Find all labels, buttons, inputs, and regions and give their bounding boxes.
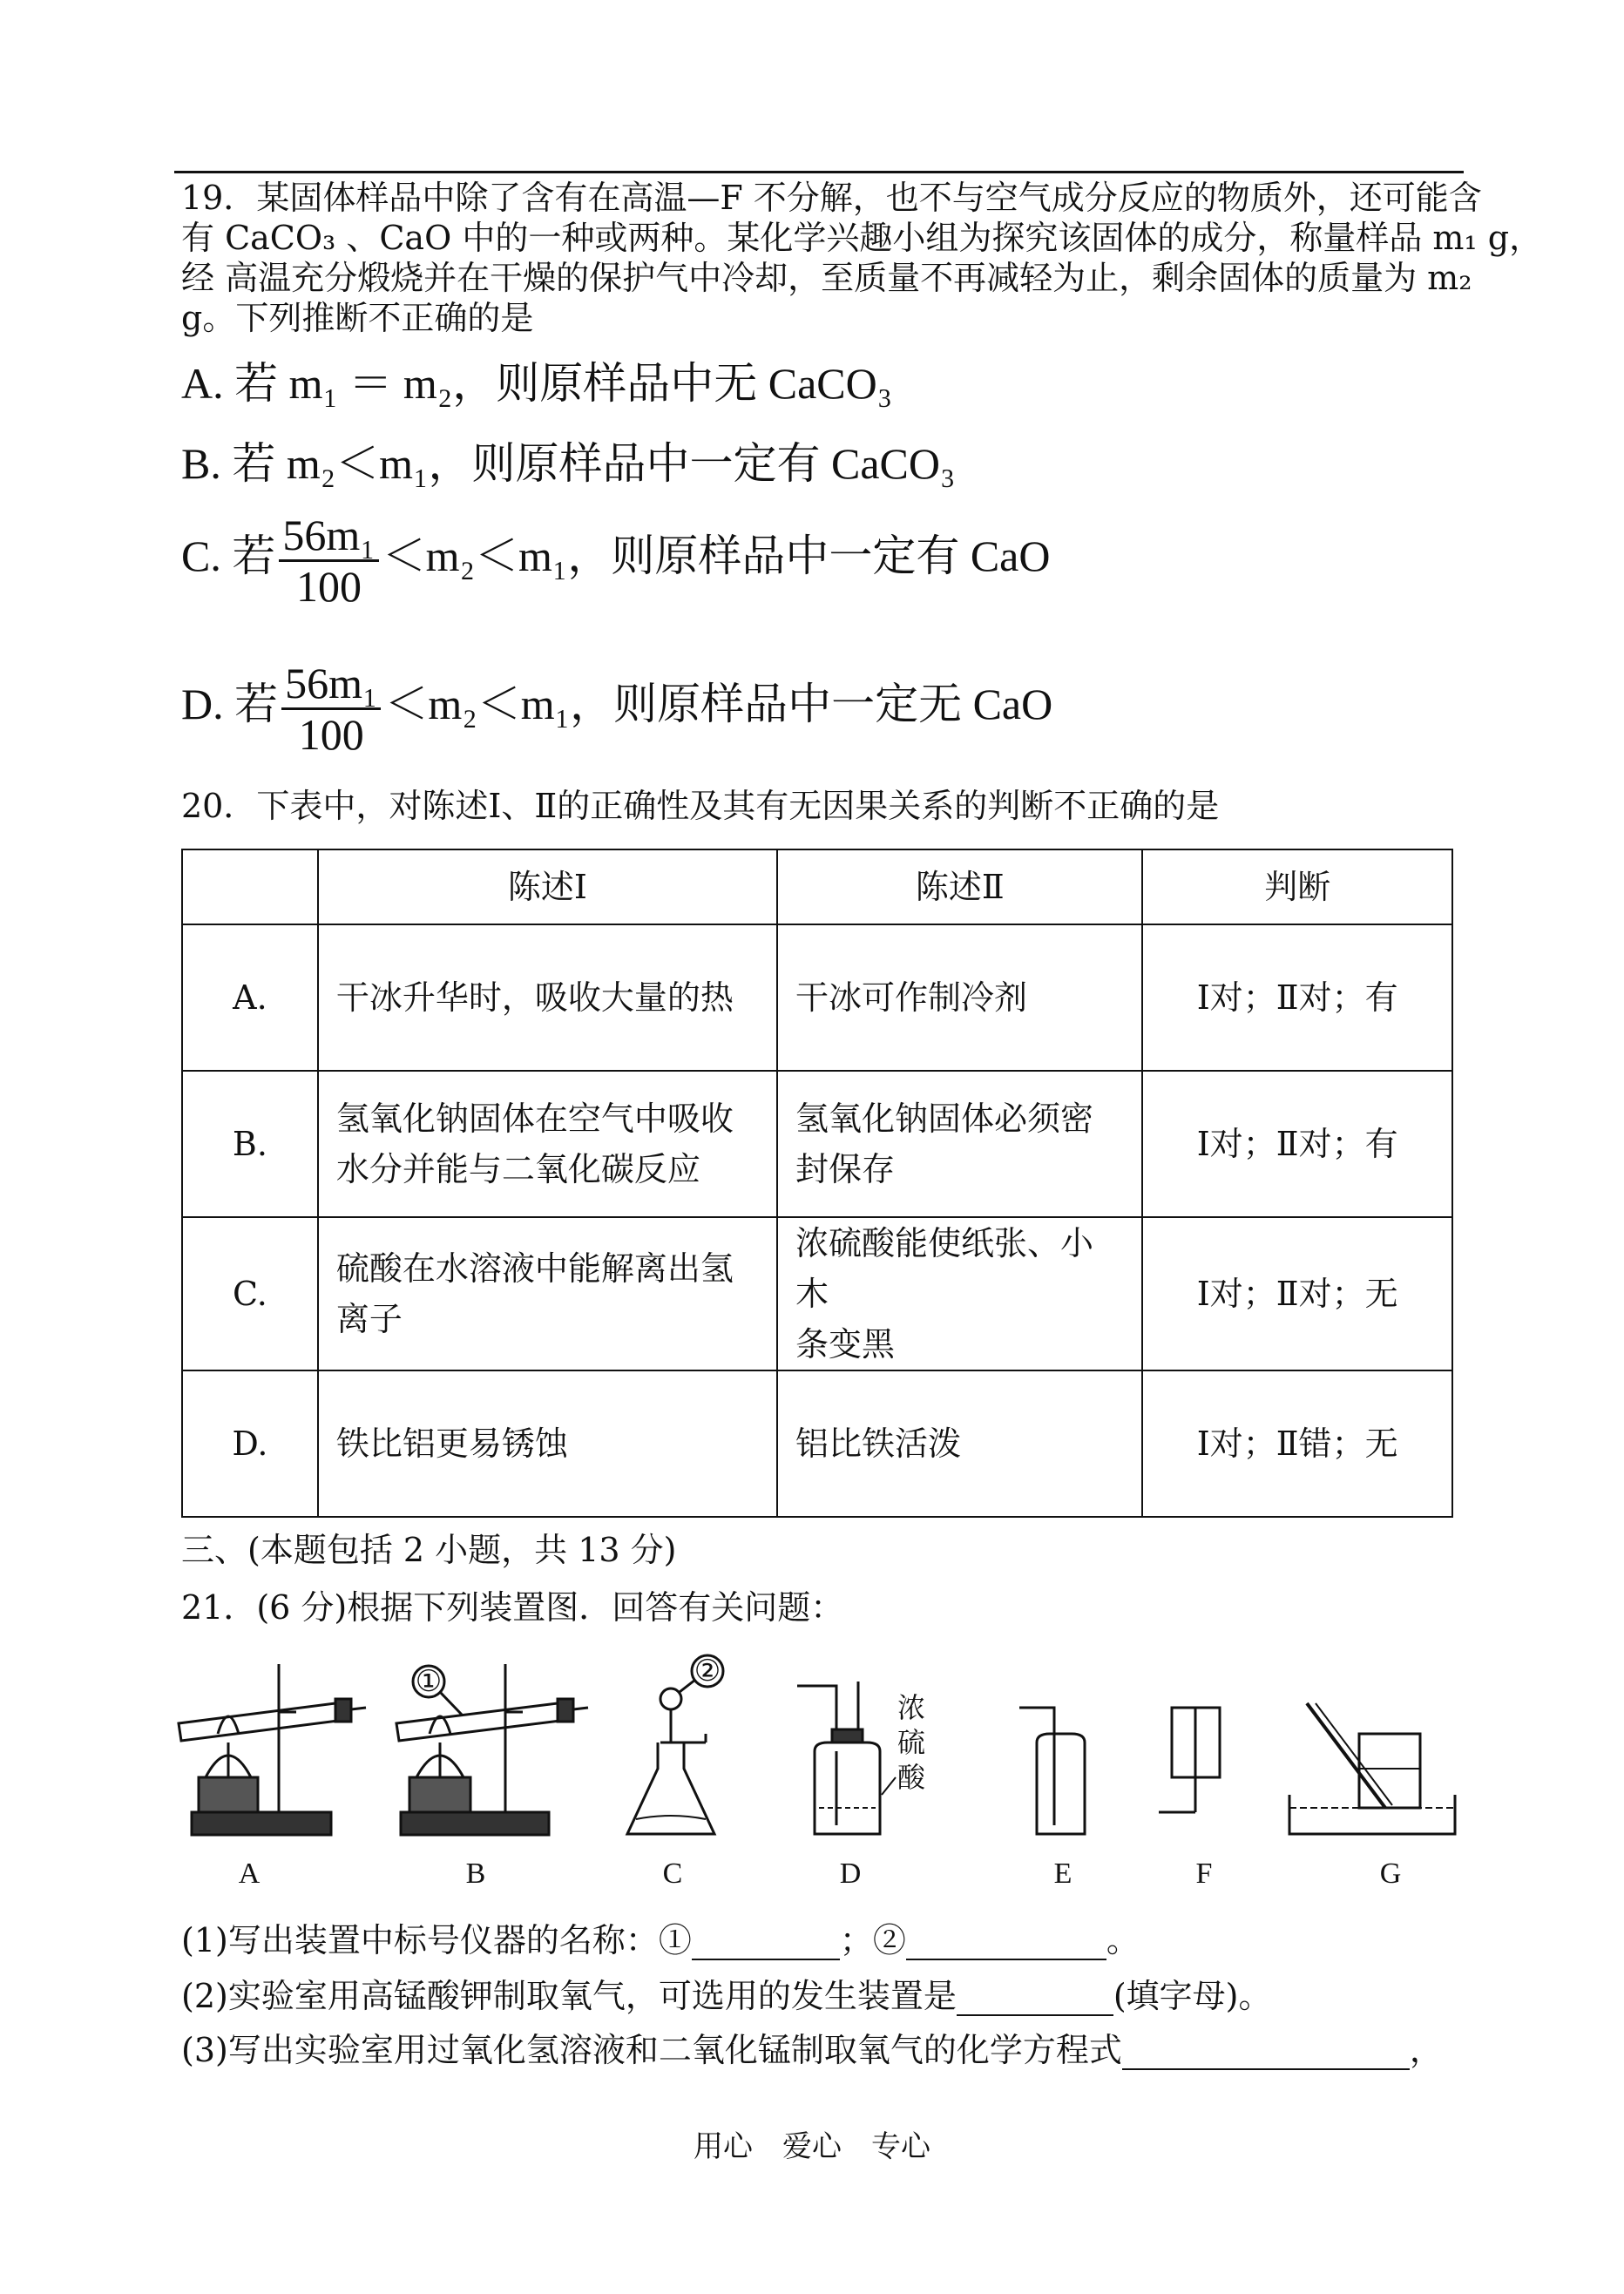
q19-line-3: 经 高温充分煅烧并在干燥的保护气中冷却，至质量不再减轻为止，剩余固体的质量为 m₂ — [181, 259, 1472, 297]
apparatus-e — [1019, 1708, 1085, 1834]
apparatus-a — [179, 1664, 366, 1835]
answer-blank-2[interactable] — [906, 1927, 1106, 1960]
option-c-prefix: C. 若 — [181, 531, 276, 580]
fraction-denominator: 100 — [298, 710, 364, 759]
answer-blank-1[interactable] — [692, 1927, 840, 1960]
sub-3-end: ， — [1409, 2031, 1443, 2069]
row-label: D. — [182, 1370, 318, 1517]
statement-1-cell — [318, 924, 777, 1071]
answer-blank-3[interactable] — [957, 1983, 1113, 2016]
apparatus-g — [1289, 1703, 1455, 1834]
statement-1-cell — [318, 1071, 777, 1217]
cell-line: 封保存 — [795, 1150, 896, 1188]
sub-1-separator: ；② — [839, 1921, 906, 1959]
marker-1: ① — [415, 1666, 443, 1698]
cell-line: 氢氧化钠固体必须密 — [795, 1100, 1094, 1138]
apparatus-label: D — [839, 1858, 862, 1890]
cell-line: 硫酸在水溶液中能解离出氢 — [335, 1249, 734, 1288]
sub-1-text: (1)写出装置中标号仪器的名称：① — [181, 1921, 692, 1959]
q21-sub-1 — [181, 1920, 1140, 1960]
q19-option-b: B. 若 m₂＜m₁，则原样品中一定有 CaCO₃ — [181, 439, 956, 488]
fraction-numerator: 56m₁ — [281, 659, 381, 710]
cell-line: 离子 — [335, 1300, 403, 1338]
cell-line: 条变黑 — [795, 1325, 896, 1364]
option-d-suffix: ＜m₂＜m₁，则原样品中一定无 CaO — [384, 679, 1053, 728]
acid-label — [897, 1690, 925, 1795]
statement-1-cell — [318, 1370, 777, 1517]
header-cell: 判断 — [1142, 849, 1452, 924]
sub-2-text: (2)实验室用高锰酸钾制取氧气，可选用的发生装置是 — [181, 1977, 957, 2015]
apparatus-label: G — [1379, 1858, 1402, 1890]
q21-sub-2 — [181, 1976, 1272, 2016]
header-cell: 陈述Ⅰ — [318, 849, 777, 924]
q20-table — [181, 849, 1453, 1518]
q21-sub-3 — [181, 2030, 1443, 2070]
sub-2-end: (填字母)。 — [1113, 1977, 1272, 2015]
answer-blank-4[interactable] — [1122, 2037, 1410, 2070]
sub-3-text: (3)写出实验室用过氧化氢溶液和二氧化锰制取氧气的化学方程式 — [181, 2031, 1122, 2069]
table-row — [182, 1217, 1452, 1370]
marker-2: ② — [694, 1655, 721, 1688]
row-label: B. — [182, 1071, 318, 1217]
statement-2-cell — [777, 1217, 1142, 1370]
apparatus-d — [797, 1682, 896, 1834]
cell-line: 铝比铁活泼 — [795, 1424, 962, 1463]
cell-line: 浓硫酸能使纸张、小木 — [795, 1224, 1094, 1313]
fraction-numerator: 56m₁ — [279, 511, 378, 562]
acid-label-char: 浓 — [897, 1691, 926, 1724]
statement-1-cell — [318, 1217, 777, 1370]
top-rule — [174, 171, 1464, 173]
judgement-cell: Ⅰ对；Ⅱ对；无 — [1142, 1217, 1452, 1370]
table-row — [182, 1370, 1452, 1517]
q19-option-a: A. 若 m₁ ＝ m₂，则原样品中无 CaCO₃ — [181, 359, 893, 408]
table-row — [182, 1071, 1452, 1217]
apparatus-label: A — [238, 1858, 261, 1890]
statement-2-cell — [777, 1071, 1142, 1217]
statement-2-cell — [777, 924, 1142, 1071]
section-3-heading: 三、(本题包括 2 小题，共 13 分) — [181, 1531, 677, 1569]
table-header-row — [182, 849, 1452, 924]
page-footer: 用心 爱心 专心 — [694, 2129, 930, 2164]
fraction — [281, 659, 381, 759]
option-c-suffix: ＜m₂＜m₁，则原样品中一定有 CaO — [382, 531, 1051, 580]
cell-line: 氢氧化钠固体在空气中吸收 — [335, 1100, 734, 1138]
judgement-cell: Ⅰ对；Ⅱ对；有 — [1142, 1071, 1452, 1217]
apparatus-label: F — [1195, 1858, 1213, 1890]
q21-stem: 21．(6 分)根据下列装置图．回答有关问题： — [181, 1588, 844, 1627]
header-cell — [182, 849, 318, 924]
fraction-denominator: 100 — [296, 562, 362, 611]
row-label: A. — [182, 924, 318, 1071]
sub-1-end: 。 — [1106, 1921, 1140, 1959]
apparatus-label: C — [662, 1858, 683, 1890]
q19-option-c — [181, 511, 1050, 611]
apparatus-label: E — [1053, 1858, 1073, 1890]
row-label: C. — [182, 1217, 318, 1370]
fraction — [279, 511, 378, 611]
q20-stem: 20．下表中，对陈述Ⅰ、Ⅱ的正确性及其有无因果关系的判断不正确的是 — [181, 787, 1220, 825]
header-cell: 陈述Ⅱ — [777, 849, 1142, 924]
judgement-cell: Ⅰ对；Ⅱ对；有 — [1142, 924, 1452, 1071]
cell-line: 铁比铝更易锈蚀 — [335, 1424, 568, 1463]
acid-label-char: 硫 — [897, 1726, 926, 1759]
cell-line: 干冰升华时，吸收大量的热 — [335, 978, 734, 1017]
cell-line: 干冰可作制冷剂 — [795, 978, 1028, 1017]
option-d-prefix: D. 若 — [181, 679, 279, 728]
q19-line-1: 19．某固体样品中除了含有在高温—F 不分解，也不与空气成分反应的物质外，还可能含 — [181, 179, 1482, 217]
cell-line: 水分并能与二氧化碳反应 — [335, 1150, 700, 1188]
apparatus-f — [1159, 1708, 1220, 1812]
q19-option-d — [181, 659, 1052, 759]
judgement-cell: Ⅰ对；Ⅱ错；无 — [1142, 1370, 1452, 1517]
table-row — [182, 924, 1452, 1071]
acid-label-char: 酸 — [897, 1761, 926, 1794]
statement-2-cell — [777, 1370, 1142, 1517]
q19-line-4: g。下列推断不正确的是 — [181, 299, 534, 337]
apparatus-label: B — [465, 1858, 486, 1890]
q19-line-2: 有 CaCO₃ 、CaO 中的一种或两种。某化学兴趣小组为探究该固体的成分，称量样品 m₁ g， — [181, 219, 1543, 257]
